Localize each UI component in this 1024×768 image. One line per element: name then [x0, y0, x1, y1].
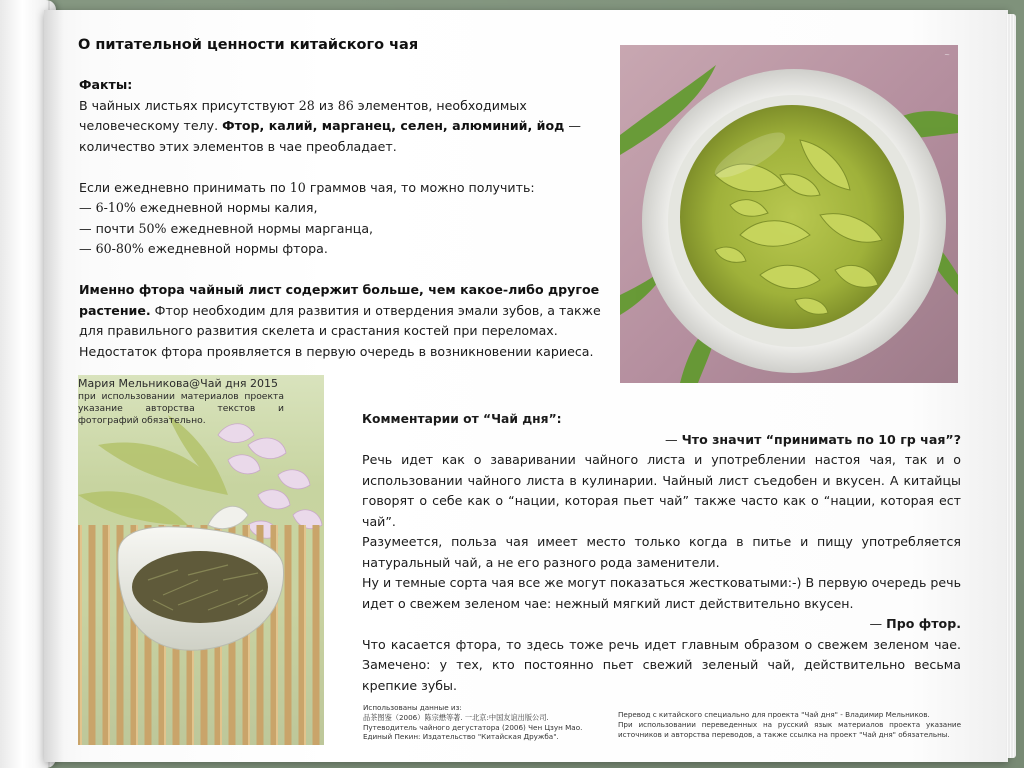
- source-1: 品茶图鉴（2006）陈宗懋等著. 一北京:中国友谊出版公司.: [363, 712, 549, 722]
- translation-notice: При использовании переведенных на русский язык материалов проекта указание источников и авторства переводов, а также ссылка на проект "Чай дня" обязательны.: [618, 719, 961, 739]
- photo-watermark-icon: ~: [944, 51, 950, 59]
- tea-cup-photo: [620, 45, 958, 383]
- facts-paragraph-fluorine: Именно фтора чайный лист содержит больше, чем какое-либо другое растение. Фтор необходим для развития и отвердения эмали зубов, а также для правильного развития скелета и срастания костей при переломах. Недостаток фтора проявляется в первую очередь в возникновении кариеса.: [79, 282, 601, 359]
- source-3: Единый Пекин: Издательство "Китайская Дружба".: [363, 732, 559, 742]
- translation-credit: Перевод с китайского специально для проекта "Чай дня" - Владимир Мельников.: [618, 710, 930, 719]
- photo-author: Мария Мельникова@Чай дня 2015: [78, 377, 279, 390]
- translation-footnote: [618, 710, 961, 739]
- spine-shadow: [44, 10, 64, 762]
- sources-heading: Использованы данные из:: [363, 703, 462, 712]
- answer-paragraph-1: Речь идет как о заваривании чайного листа и употреблении настоя чая, так и о использовании чайного листа в кулинарии. Чайный лист съедобен и вкусен. А китайцы говорят о себе как о “нации, которая пьет чай” также часто как о “нации, которая ест чай”.: [362, 452, 961, 529]
- comments-heading: Комментарии от “Чай дня”:: [362, 412, 562, 426]
- comments-section: [362, 409, 961, 696]
- answer-paragraph-3: Ну и темные сорта чая все же могут показаться жестковатыми:-) В первую очередь речь идет о свежем зеленом чае: нежный мягкий лист действительно вкусен.: [362, 575, 961, 611]
- question-10g: — Что значит “принимать по 10 гр чая”?: [664, 431, 961, 447]
- photo-caption: [78, 377, 284, 427]
- photo-copyright-note: при использовании материалов проекта указание авторства текстов и фотографий обязательно.: [78, 391, 284, 426]
- book-right-page-edge: [1006, 14, 1016, 758]
- answer-paragraph-2: Разумеется, польза чая имеет место только когда в питье и пищу употребляется натуральный чай, а не его разного рода заменители.: [362, 534, 961, 570]
- dry-tea-illustration: [78, 375, 324, 745]
- page-title: О питательной ценности китайского чая: [78, 37, 419, 53]
- facts-section: [79, 75, 607, 362]
- source-2: Путеводитель чайного дегустатора (2006) Чен Цзун Мао.: [363, 722, 583, 732]
- dry-tea-photo: [78, 375, 324, 745]
- answer-paragraph-4: Что касается фтора, то здесь тоже речь идет главным образом о свежем зеленом чае. Замечено: у тех, кто постоянно пьет свежий зеленый чай, действительно весьма крепкие зубы.: [362, 636, 961, 693]
- facts-list-item-fluorine: — 60-80% ежедневной нормы фтора.: [79, 241, 328, 256]
- facts-paragraph-elements: В чайных листьях присутствуют 28 из 86 элементов, необходимых человеческому телу. Фтор, калий, марганец, селен, алюминий, йод — количество этих элементов в чае преобладает.: [79, 97, 581, 154]
- question-fluorine: — Про фтор.: [869, 616, 961, 631]
- facts-list-item-potassium: — 6-10% ежедневной нормы калия,: [79, 200, 318, 215]
- facts-paragraph-daily: Если ежедневно принимать по 10 граммов чая, то можно получить:: [79, 179, 535, 195]
- tea-cup-illustration: [620, 45, 958, 383]
- sources-footnote: [363, 703, 603, 742]
- facts-heading: Факты:: [79, 77, 133, 92]
- facts-list-item-manganese: — почти 50% ежедневной нормы марганца,: [79, 220, 374, 236]
